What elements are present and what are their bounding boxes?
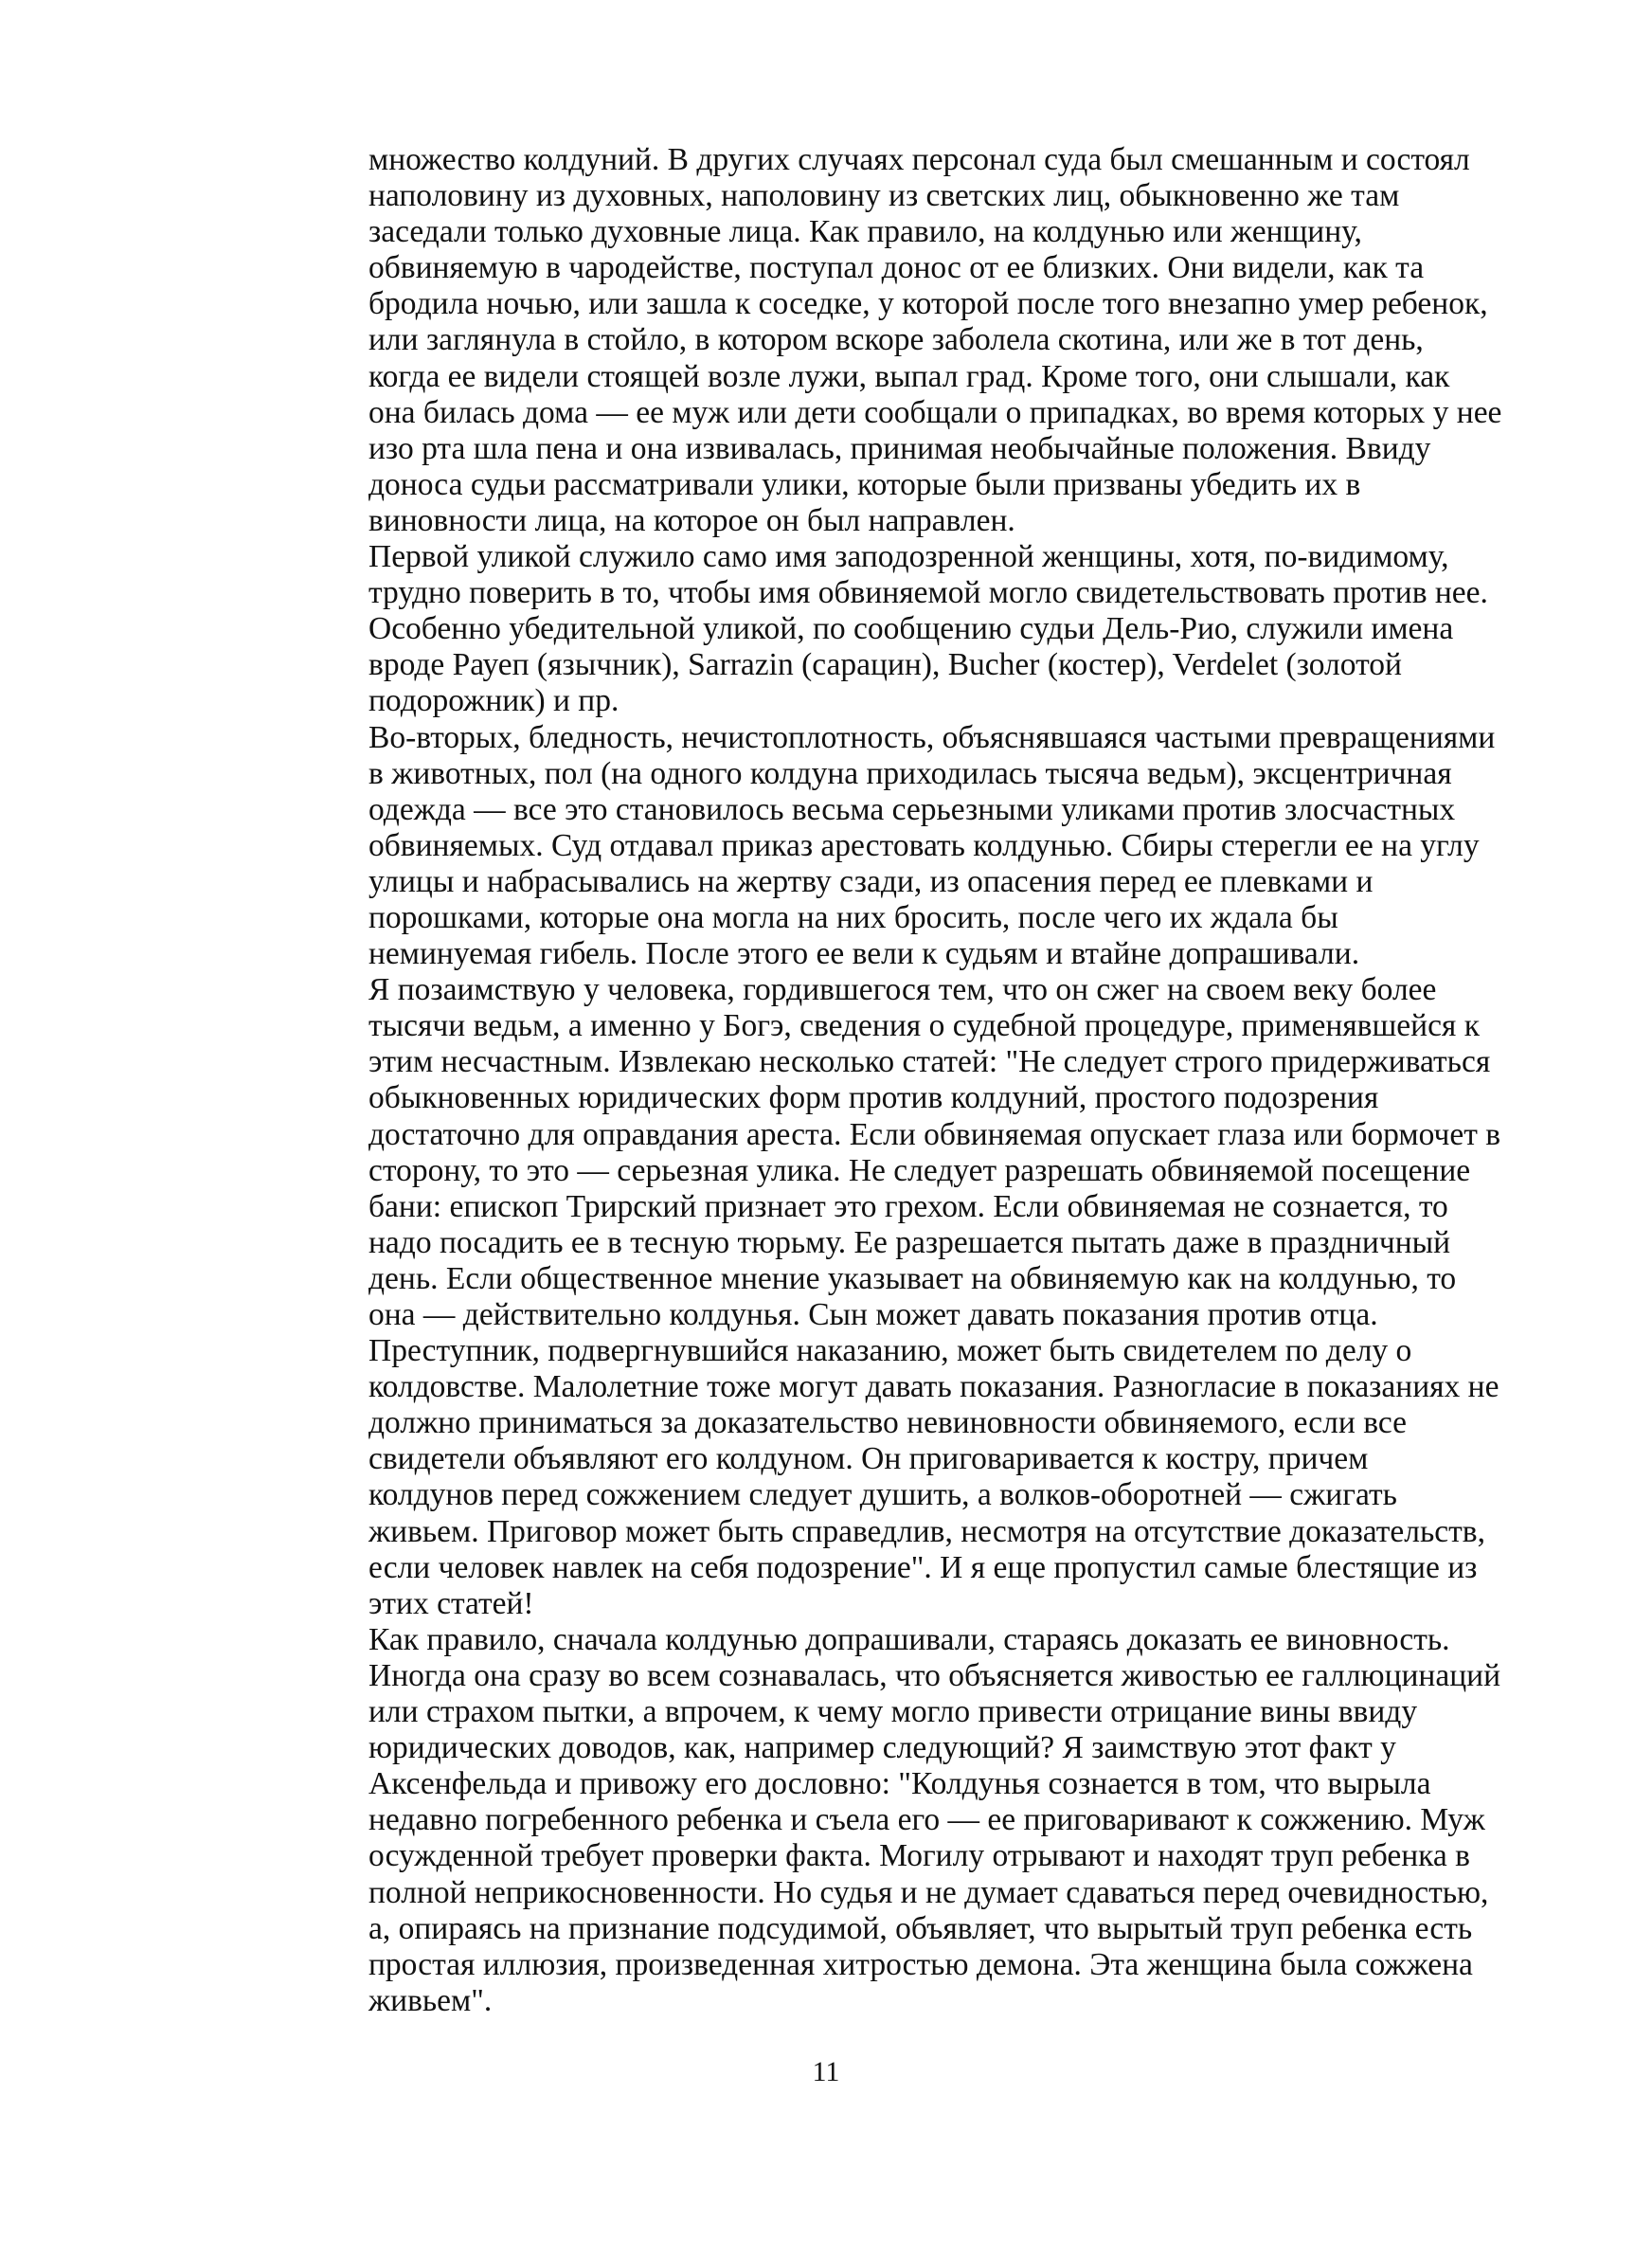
text-line: обвиняемых. Суд отдавал приказ арестовать колдунью. Сбиры стерегли ее на углу [368,827,1480,863]
text-line: множество колдуний. В других случаях персонал суда был смешанным и состоял [368,142,1470,177]
text-line: должно приниматься за доказательство невиновности обвиняемого, если все [368,1405,1407,1441]
text-line: порошками, которые она могла на них бросить, после чего их ждала бы [368,899,1338,935]
text-line: она — действительно колдунья. Сын может давать показания против отца. [368,1297,1378,1332]
text-line: колдунов перед сожжением следует душить, а волков-оборотней — сжигать [368,1477,1397,1513]
paragraph [368,142,1515,539]
text-line: достаточно для оправдания ареста. Если обвиняемая опускает глаза или бормочет в [368,1116,1501,1152]
text-line: или заглянула в стойло, в котором вскоре заболела скотина, или же в тот день, [368,322,1424,358]
text-line: недавно погребенного ребенка и съела его — ее приговаривают к сожжению. Муж [368,1802,1485,1838]
text-line: в животных, пол (на одного колдуна приходилась тысяча ведьм), эксцентричная [368,755,1452,791]
text-line: когда ее видели стоящей возле лужи, выпал град. Кроме того, они слышали, как [368,358,1450,394]
paragraph [368,720,1515,973]
text-line: тысячи ведьм, а именно у Богэ, сведения о судебной процедуре, применявшейся к [368,1008,1480,1044]
text-line: вроде Рауеп (язычник), Sarrazin (сарацин), Bucher (костер), Verdelet (золотой [368,647,1402,683]
text-line: колдовстве. Малолетние тоже могут давать показания. Разногласие в показаниях не [368,1369,1499,1405]
text-line: если человек навлек на себя подозрение". И я еще пропустил самые блестящие из [368,1549,1478,1585]
text-line: обыкновенных юридических форм против колдуний, простого подозрения [368,1080,1379,1116]
paragraph [368,972,1515,1622]
text-line: или страхом пытки, а впрочем, к чему могло привести отрицание вины ввиду [368,1694,1418,1730]
text-line: сторону, то это — серьезная улика. Не следует разрешать обвиняемой посещение [368,1152,1471,1188]
text-line: живьем". [368,1982,493,2018]
text-line: одежда — все это становилось весьма серьезными уликами против злосчастных [368,791,1456,827]
text-line: изо рта шла пена и она извивалась, принимая необычайные положения. Ввиду [368,430,1431,466]
text-line: Как правило, сначала колдунью допрашивали, стараясь доказать ее виновность. [368,1621,1450,1657]
text-line: неминуемая гибель. После этого ее вели к судьям и втайне допрашивали. [368,936,1360,972]
text-line: наполовину из духовных, наполовину из светских лиц, обыкновенно же там [368,178,1400,214]
text-line: а, опираясь на признание подсудимой, объявляет, что вырытый труп ребенка есть [368,1910,1473,1946]
text-line: простая иллюзия, произведенная хитростью демона. Эта женщина была сожжена [368,1946,1473,1982]
text-line: Аксенфельда и привожу его дословно: "Колдунья сознается в том, что вырыла [368,1766,1431,1802]
text-line: день. Если общественное мнение указывает на обвиняемую как на колдунью, то [368,1260,1457,1296]
paragraph [368,539,1515,719]
text-line: живьем. Приговор может быть справедлив, несмотря на отсутствие доказательств, [368,1513,1485,1549]
text-line: Особенно убедительной уликой, по сообщению судьи Дель-Рио, служили имена [368,611,1454,647]
page-number: 11 [812,2056,840,2087]
text-line: юридических доводов, как, например следующий? Я заимствую этот факт у [368,1730,1396,1766]
text-line: бродила ночью, или зашла к соседке, у которой после того внезапно умер ребенок, [368,286,1488,322]
text-line: она билась дома — ее муж или дети сообщали о припадках, во время которых у нее [368,394,1502,430]
text-line: бани: епископ Трирский признает это грехом. Если обвиняемая не сознается, то [368,1188,1448,1224]
text-line: Преступник, подвергнувшийся наказанию, может быть свидетелем по делу о [368,1333,1412,1369]
text-line: полной неприкосновенности. Но судья и не думает сдаваться перед очевидностью, [368,1874,1489,1910]
paragraph [368,1622,1515,2019]
text-line: Иногда она сразу во всем сознавалась, что объясняется живостью ее галлюцинаций [368,1657,1501,1693]
body-text [368,142,1515,2019]
text-line: Я позаимствую у человека, гордившегося тем, что он сжег на своем веку более [368,972,1437,1008]
text-line: Первой уликой служило само имя заподозренной женщины, хотя, по-видимому, [368,539,1449,575]
text-line: доноса судьи рассматривали улики, которые были призваны убедить их в [368,466,1361,502]
text-line: надо посадить ее в тесную тюрьму. Ее разрешается пытать даже в праздничный [368,1224,1451,1260]
text-line: этих статей! [368,1585,534,1621]
text-line: виновности лица, на которое он был направлен. [368,502,1015,538]
text-line: заседали только духовные лица. Как правило, на колдунью или женщину, [368,214,1362,250]
text-line: улицы и набрасывались на жертву сзади, из опасения перед ее плевками и [368,863,1374,899]
text-line: этим несчастным. Извлекаю несколько статей: "Не следует строго придерживаться [368,1044,1491,1080]
text-line: обвиняемую в чародействе, поступал донос от ее близких. Они видели, как та [368,250,1425,286]
text-line: Во-вторых, бледность, нечистоплотность, объяснявшаяся частыми превращениями [368,719,1496,755]
text-line: осужденной требует проверки факта. Могилу отрывают и находят труп ребенка в [368,1838,1470,1874]
text-line: трудно поверить в то, чтобы имя обвиняемой могло свидетельствовать против нее. [368,575,1488,611]
text-line: подорожник) и пр. [368,683,620,719]
text-line: свидетели объявляют его колдуном. Он приговаривается к костру, причем [368,1441,1369,1477]
